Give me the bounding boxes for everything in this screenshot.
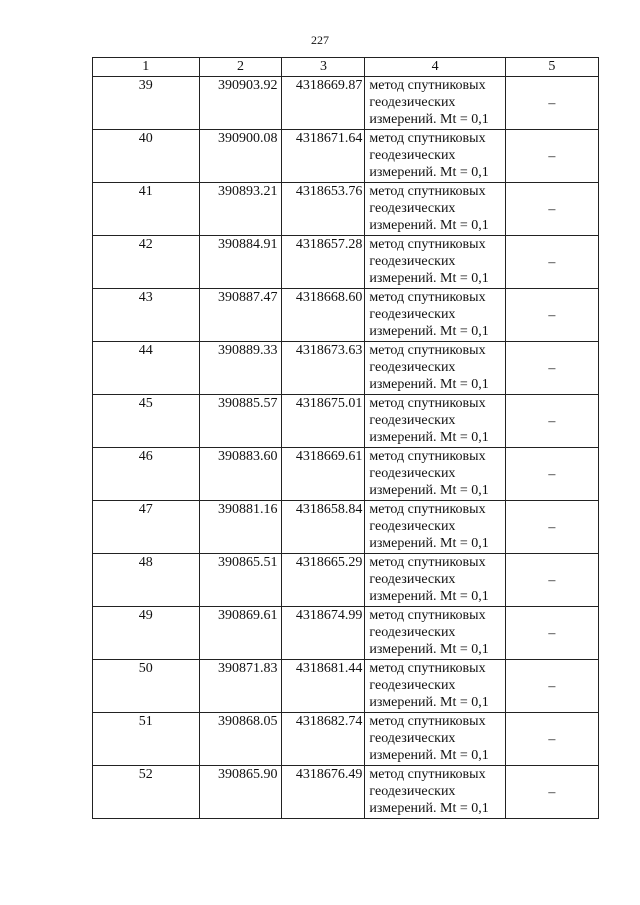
method-line: геодезических — [369, 307, 456, 322]
method-line: метод спутниковых — [369, 396, 486, 411]
coordinates-table — [92, 57, 599, 819]
method-line: метод спутниковых — [369, 131, 486, 146]
table-row — [93, 660, 599, 713]
method-line: измерений. Mt = 0,1 — [369, 165, 489, 180]
method-line: измерений. Mt = 0,1 — [369, 695, 489, 710]
method-line: измерений. Mt = 0,1 — [369, 377, 489, 392]
method-line: геодезических — [369, 731, 456, 746]
method-line: измерений. Mt = 0,1 — [369, 218, 489, 233]
method-line: метод спутниковых — [369, 661, 486, 676]
x-coordinate-cell: 390869.61 — [199, 607, 282, 660]
method-line: метод спутниковых — [369, 449, 486, 464]
method-cell — [365, 766, 505, 819]
method-cell — [365, 289, 505, 342]
point-number-cell: 41 — [93, 183, 200, 236]
method-line: геодезических — [369, 254, 456, 269]
note-cell: – — [505, 130, 598, 183]
method-line: метод спутниковых — [369, 290, 486, 305]
x-coordinate-cell: 390900.08 — [199, 130, 282, 183]
method-cell — [365, 77, 505, 130]
x-coordinate-cell: 390885.57 — [199, 395, 282, 448]
method-line: геодезических — [369, 572, 456, 587]
note-cell: – — [505, 183, 598, 236]
table-row — [93, 289, 599, 342]
x-coordinate-cell: 390871.83 — [199, 660, 282, 713]
method-cell — [365, 713, 505, 766]
method-line: геодезических — [369, 678, 456, 693]
method-line: измерений. Mt = 0,1 — [369, 324, 489, 339]
table-row — [93, 501, 599, 554]
point-number-cell: 39 — [93, 77, 200, 130]
method-line: геодезических — [369, 201, 456, 216]
method-line: измерений. Mt = 0,1 — [369, 642, 489, 657]
page-number: 227 — [311, 33, 329, 47]
note-cell: – — [505, 448, 598, 501]
x-coordinate-cell: 390868.05 — [199, 713, 282, 766]
table-row — [93, 130, 599, 183]
method-line: метод спутниковых — [369, 608, 486, 623]
point-number-cell: 49 — [93, 607, 200, 660]
note-cell: – — [505, 766, 598, 819]
table-row — [93, 448, 599, 501]
method-cell — [365, 130, 505, 183]
method-line: геодезических — [369, 625, 456, 640]
table-row — [93, 236, 599, 289]
method-line: метод спутниковых — [369, 78, 486, 93]
note-cell: – — [505, 660, 598, 713]
column-header-4: 4 — [365, 58, 505, 77]
y-coordinate-cell: 4318671.64 — [282, 130, 365, 183]
point-number-cell: 51 — [93, 713, 200, 766]
table-row — [93, 554, 599, 607]
table-row — [93, 183, 599, 236]
table-row — [93, 607, 599, 660]
method-cell — [365, 395, 505, 448]
method-cell — [365, 607, 505, 660]
y-coordinate-cell: 4318657.28 — [282, 236, 365, 289]
method-cell — [365, 342, 505, 395]
y-coordinate-cell: 4318681.44 — [282, 660, 365, 713]
x-coordinate-cell: 390903.92 — [199, 77, 282, 130]
note-cell: – — [505, 501, 598, 554]
table-row — [93, 766, 599, 819]
y-coordinate-cell: 4318673.63 — [282, 342, 365, 395]
table-row — [93, 342, 599, 395]
method-line: геодезических — [369, 413, 456, 428]
table-header-row — [93, 58, 599, 77]
x-coordinate-cell: 390887.47 — [199, 289, 282, 342]
x-coordinate-cell: 390865.51 — [199, 554, 282, 607]
method-line: метод спутниковых — [369, 714, 486, 729]
x-coordinate-cell: 390893.21 — [199, 183, 282, 236]
point-number-cell: 46 — [93, 448, 200, 501]
y-coordinate-cell: 4318675.01 — [282, 395, 365, 448]
note-cell: – — [505, 713, 598, 766]
method-line: метод спутниковых — [369, 767, 486, 782]
note-cell: – — [505, 342, 598, 395]
method-line: измерений. Mt = 0,1 — [369, 483, 489, 498]
y-coordinate-cell: 4318668.60 — [282, 289, 365, 342]
method-cell — [365, 183, 505, 236]
point-number-cell: 48 — [93, 554, 200, 607]
point-number-cell: 47 — [93, 501, 200, 554]
method-line: измерений. Mt = 0,1 — [369, 112, 489, 127]
method-line: метод спутниковых — [369, 343, 486, 358]
method-line: измерений. Mt = 0,1 — [369, 748, 489, 763]
column-header-2: 2 — [199, 58, 282, 77]
method-line: геодезических — [369, 519, 456, 534]
method-line: измерений. Mt = 0,1 — [369, 801, 489, 816]
table-body — [93, 77, 599, 819]
note-cell: – — [505, 554, 598, 607]
x-coordinate-cell: 390883.60 — [199, 448, 282, 501]
method-cell — [365, 448, 505, 501]
column-header-1: 1 — [93, 58, 200, 77]
note-cell: – — [505, 395, 598, 448]
table-row — [93, 713, 599, 766]
column-header-5: 5 — [505, 58, 598, 77]
method-line: геодезических — [369, 95, 456, 110]
column-header-3: 3 — [282, 58, 365, 77]
point-number-cell: 44 — [93, 342, 200, 395]
y-coordinate-cell: 4318658.84 — [282, 501, 365, 554]
method-line: измерений. Mt = 0,1 — [369, 430, 489, 445]
method-cell — [365, 660, 505, 713]
x-coordinate-cell: 390884.91 — [199, 236, 282, 289]
table-row — [93, 395, 599, 448]
y-coordinate-cell: 4318669.87 — [282, 77, 365, 130]
point-number-cell: 45 — [93, 395, 200, 448]
point-number-cell: 40 — [93, 130, 200, 183]
method-line: геодезических — [369, 784, 456, 799]
method-line: геодезических — [369, 148, 456, 163]
method-line: измерений. Mt = 0,1 — [369, 589, 489, 604]
method-line: измерений. Mt = 0,1 — [369, 271, 489, 286]
point-number-cell: 42 — [93, 236, 200, 289]
point-number-cell: 43 — [93, 289, 200, 342]
method-line: измерений. Mt = 0,1 — [369, 536, 489, 551]
method-line: геодезических — [369, 466, 456, 481]
x-coordinate-cell: 390889.33 — [199, 342, 282, 395]
method-line: метод спутниковых — [369, 237, 486, 252]
method-line: метод спутниковых — [369, 502, 486, 517]
note-cell: – — [505, 77, 598, 130]
table-row — [93, 77, 599, 130]
point-number-cell: 52 — [93, 766, 200, 819]
method-line: геодезических — [369, 360, 456, 375]
y-coordinate-cell: 4318676.49 — [282, 766, 365, 819]
note-cell: – — [505, 607, 598, 660]
method-cell — [365, 501, 505, 554]
y-coordinate-cell: 4318682.74 — [282, 713, 365, 766]
method-cell — [365, 236, 505, 289]
point-number-cell: 50 — [93, 660, 200, 713]
method-cell — [365, 554, 505, 607]
x-coordinate-cell: 390881.16 — [199, 501, 282, 554]
note-cell: – — [505, 236, 598, 289]
y-coordinate-cell: 4318669.61 — [282, 448, 365, 501]
x-coordinate-cell: 390865.90 — [199, 766, 282, 819]
method-line: метод спутниковых — [369, 555, 486, 570]
note-cell: – — [505, 289, 598, 342]
method-line: метод спутниковых — [369, 184, 486, 199]
y-coordinate-cell: 4318653.76 — [282, 183, 365, 236]
y-coordinate-cell: 4318665.29 — [282, 554, 365, 607]
y-coordinate-cell: 4318674.99 — [282, 607, 365, 660]
